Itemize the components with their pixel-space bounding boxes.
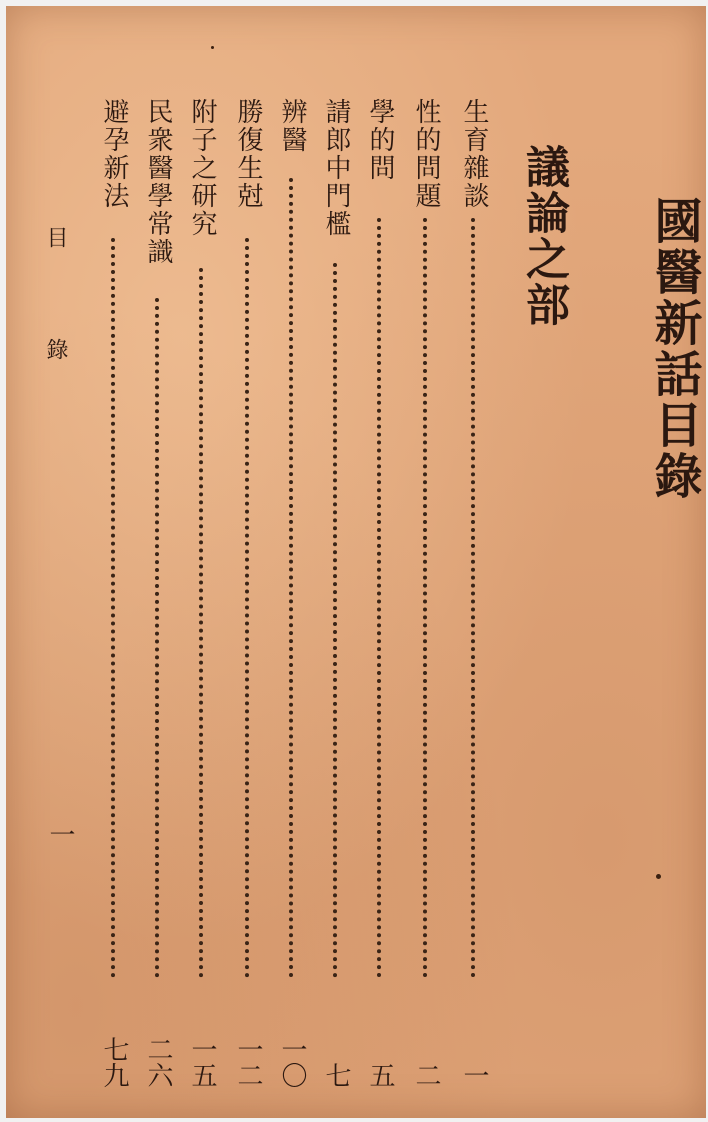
toc-entry-title: 生育雜談: [459, 98, 489, 210]
toc-entry-page: 七: [321, 1062, 351, 1088]
toc-entry-page: 五: [365, 1062, 395, 1088]
dot-leader: [423, 218, 427, 978]
dot-leader: [199, 268, 203, 978]
toc-entry: [98, 98, 130, 1088]
toc-entry-title: 辨醫: [277, 98, 307, 154]
toc-entry: [232, 98, 264, 1088]
dot-leader: [111, 238, 115, 978]
dot-leader: [333, 263, 337, 978]
dot-leader: [245, 238, 249, 978]
paper-speck: [211, 46, 214, 49]
page-number: 一: [45, 821, 75, 847]
book-page: [6, 6, 706, 1118]
toc-entry-title: 勝復生尅: [233, 98, 263, 210]
book-title: 國醫新話目錄: [646, 196, 702, 502]
toc-entry-title: 避孕新法: [99, 98, 129, 210]
toc-entry: [364, 98, 396, 1088]
toc-entry: [320, 98, 352, 1088]
toc-entry-title: 學的問: [365, 98, 395, 182]
toc-entry-page: 一五: [187, 1036, 217, 1088]
toc-entry-title: 性的問題: [411, 98, 441, 210]
toc-entry-title: 請郎中門檻: [321, 98, 351, 238]
toc-entry: [276, 98, 308, 1088]
dot-leader: [155, 298, 159, 978]
toc-entry: [410, 98, 442, 1088]
toc-entry: [458, 98, 490, 1088]
toc-entry-title: 附子之研究: [187, 98, 217, 238]
section-title: 議論之部: [518, 144, 569, 328]
toc-entry-page: 一二: [233, 1036, 263, 1088]
toc-entry-title: 民衆醫學常識: [143, 98, 173, 266]
dot-leader: [471, 218, 475, 978]
toc-entry-page: 一〇: [277, 1036, 307, 1088]
toc-entry: [186, 98, 218, 1088]
dot-leader: [377, 218, 381, 978]
paper-speck: [656, 874, 661, 879]
running-head: 目錄: [43, 226, 68, 450]
toc-entry-page: 二: [411, 1062, 441, 1088]
toc-entry-page: 一: [459, 1062, 489, 1088]
toc-entry-page: 七九: [99, 1036, 129, 1088]
toc-entry: [142, 98, 174, 1088]
toc-entry-page: 二六: [143, 1036, 173, 1088]
dot-leader: [289, 178, 293, 978]
